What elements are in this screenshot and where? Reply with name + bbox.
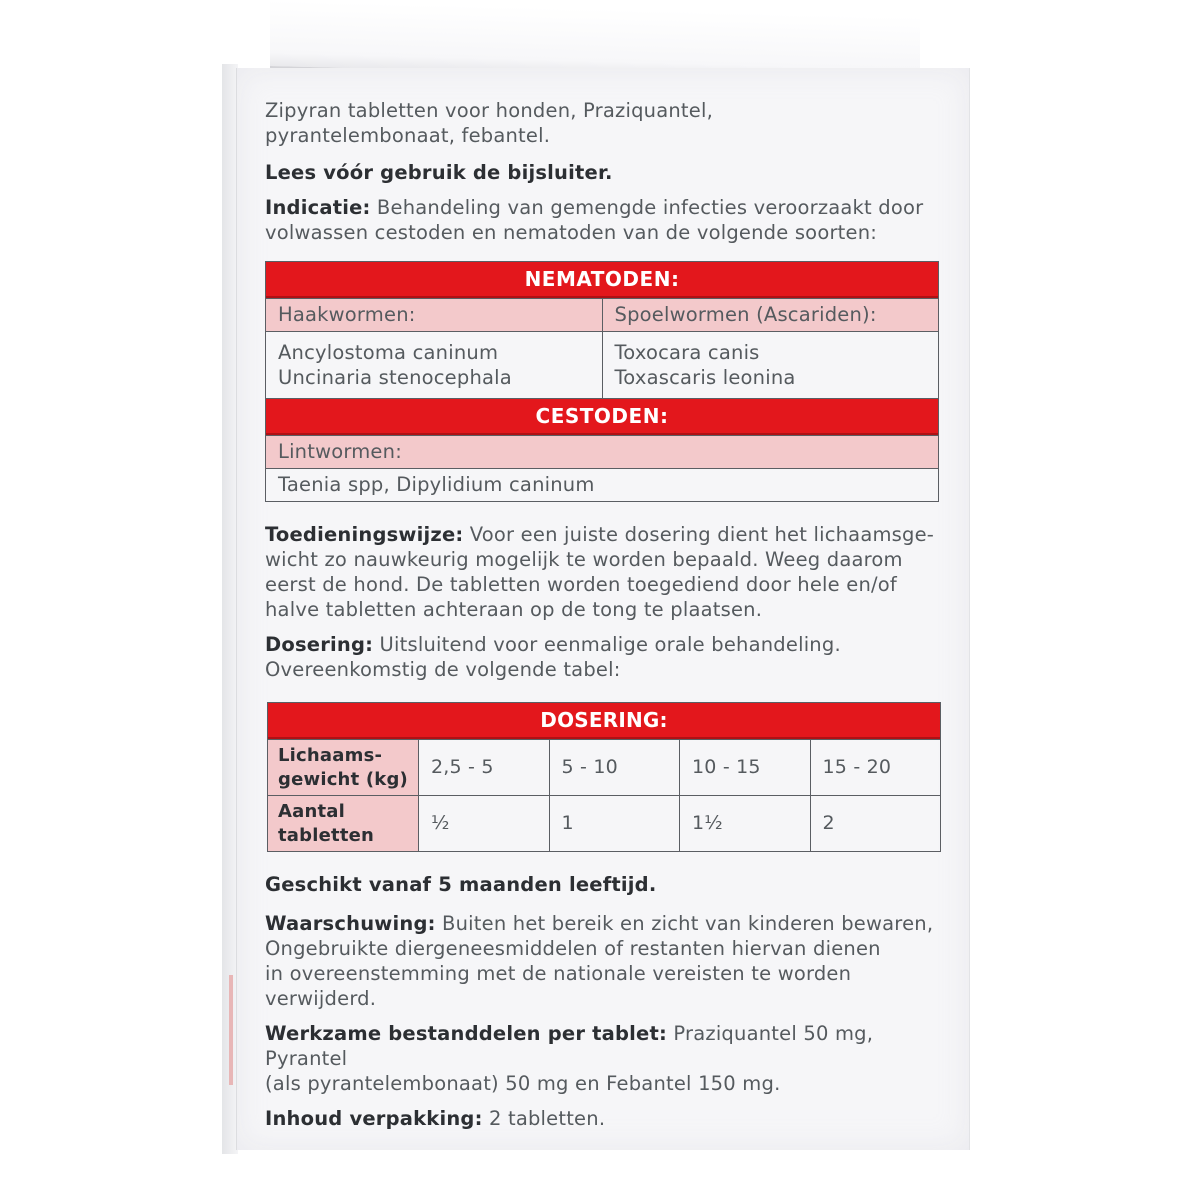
- tapeworms-species-row: [266, 468, 938, 501]
- dosage-text: Uitsluitend voor eenmalige orale behandeling. Overeenkomstig de volgende tabel:: [265, 633, 841, 681]
- dosage-paragraph: [265, 632, 945, 682]
- tapeworms-label: Lintwormen:: [278, 440, 402, 463]
- indication-label: Indicatie:: [265, 196, 371, 219]
- nematodes-species-row: [266, 331, 938, 398]
- roundworms-species: Toxocara canis Toxascaris leonina: [602, 332, 939, 398]
- weight-cell: 2,5 - 5: [418, 740, 549, 795]
- read-leaflet-note: Lees vóór gebruik de bijsluiter.: [265, 161, 613, 184]
- weight-row: [268, 739, 940, 795]
- package-text: [265, 98, 945, 1141]
- administration-paragraph: [265, 522, 945, 622]
- weight-label: Lichaams- gewicht (kg): [268, 740, 418, 795]
- tapeworms-species: Taenia spp, Dipylidium caninum: [278, 473, 595, 496]
- weight-cell: 10 - 15: [679, 740, 810, 795]
- tablets-cell: 2: [810, 796, 941, 851]
- package-content-label: Inhoud verpakking:: [265, 1107, 483, 1130]
- tablets-cell: ½: [418, 796, 549, 851]
- age-note: Geschikt vanaf 5 maanden leeftijd.: [265, 873, 657, 896]
- package-content-text: 2 tabletten.: [482, 1107, 606, 1130]
- indication-text: Behandeling van gemengde infecties veroorzaakt door volwassen cestoden en nematoden van de volgende soorten:: [265, 196, 924, 244]
- nematodes-header: NEMATODEN:: [266, 262, 938, 298]
- tablets-label: Aantal tabletten: [268, 796, 418, 851]
- tablets-cell: 1: [549, 796, 680, 851]
- warning-label: Waarschuwing:: [265, 912, 436, 935]
- dosage-table: [267, 702, 941, 852]
- active-ingredients-text: Praziquantel 50 mg, Pyrantel (als pyrantelembonaat) 50 mg en Febantel 150 mg.: [265, 1022, 874, 1095]
- species-table: [265, 261, 939, 502]
- tablets-cell: 1½: [679, 796, 810, 851]
- cestodes-header: CESTODEN:: [266, 398, 938, 435]
- administration-label: Toedieningswijze:: [265, 523, 464, 546]
- roundworms-label: Spoelwormen (Ascariden):: [602, 299, 939, 331]
- nematodes-subheader-row: [266, 298, 938, 331]
- tapeworms-label-row: [266, 435, 938, 468]
- hookworms-label: Haakwormen:: [278, 303, 416, 326]
- hookworms-species: Ancylostoma caninum Uncinaria stenocephala: [278, 341, 512, 389]
- indication-paragraph: [265, 195, 945, 245]
- active-ingredients-paragraph: [265, 1021, 945, 1096]
- package-content-paragraph: [265, 1106, 945, 1131]
- administration-text: Voor een juiste dosering dient het lichaamsge- wicht zo nauwkeurig mogelijk te worden bepaald. Weeg daarom eerst de hond. De tabletten worden toegediend door hele en/of halve tabletten achteraan op de tong te plaatsen.: [265, 523, 935, 621]
- warning-text: Buiten het bereik en zicht van kinderen bewaren, Ongebruikte diergeneesmiddelen of restanten hiervan dienen in overeenstemming met de nationale vereisten te worden verwijderd.: [265, 912, 934, 1010]
- dosage-label: Dosering:: [265, 633, 374, 656]
- weight-cell: 5 - 10: [549, 740, 680, 795]
- active-ingredients-label: Werkzame bestanddelen per tablet:: [265, 1022, 667, 1045]
- weight-cell: 15 - 20: [810, 740, 941, 795]
- warning-paragraph: [265, 911, 945, 1011]
- dosage-header: DOSERING:: [268, 703, 940, 739]
- tablets-row: [268, 795, 940, 851]
- red-side-mark: [229, 975, 233, 1085]
- product-intro: Zipyran tabletten voor honden, Praziquantel, pyrantelembonaat, febantel.: [265, 99, 713, 147]
